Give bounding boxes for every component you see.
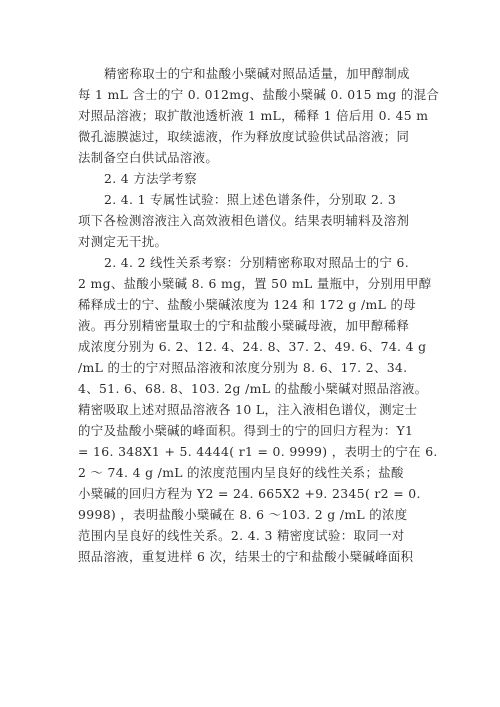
text-line: 对测定无干扰。 — [78, 234, 168, 249]
text-line: 对照品溶液；取扩散池透析液 1 mL，稀释 1 倍后用 0. 45 m — [78, 108, 429, 123]
text-line: = 16. 348X1 + 5. 4444( r1 = 0. 9999) ，表明士的宁在 6. — [78, 444, 438, 459]
body-text — [78, 63, 440, 567]
text-line: 照品溶液，重复进样 6 次，结果士的宁和盐酸小檗碱峰面积 — [78, 549, 414, 564]
text-line: 的宁及盐酸小檗碱的峰面积。得到士的宁的回归方程为：Y1 — [78, 423, 414, 438]
text-line: 精密吸取上述对照品溶液各 10 L，注入液相色谱仪，测定士 — [78, 402, 418, 417]
text-line: 微孔滤膜滤过，取续滤液，作为释放度试验供试品溶液；同 — [78, 129, 410, 144]
section-heading: 2. 4 方法学考察 — [104, 171, 198, 186]
text-line: /mL 的士的宁对照品溶液和浓度分别为 8. 6、17. 2、34. — [78, 360, 408, 375]
text-line: 项下各检测溶液注入高效液相色谱仪。结果表明辅料及溶剂 — [78, 213, 410, 228]
text-line: 液。再分别精密量取士的宁和盐酸小檗碱母液，加甲醇稀释 — [78, 318, 410, 333]
text-line: 4、51. 6、68. 8、103. 2g /mL 的盐酸小檗碱对照品溶液。 — [78, 381, 428, 396]
text-line: 2 ～ 74. 4 g /mL 的浓度范围内呈良好的线性关系；盐酸 — [78, 465, 404, 480]
text-line: 小檗碱的回归方程为 Y2 = 24. 665X2 +9. 2345( r2 = 0. — [78, 486, 421, 501]
text-line: 每 1 mL 含士的宁 0. 012mg、盐酸小檗碱 0. 015 mg 的混合 — [78, 87, 440, 102]
text-line: 2. 4. 2 线性关系考察：分别精密称取对照品士的宁 6. — [104, 255, 410, 270]
text-line: 范围内呈良好的线性关系。2. 4. 3 精密度试验：取同一对 — [78, 528, 405, 543]
text-line: 2. 4. 1 专属性试验：照上述色谱条件，分别取 2. 3 — [104, 192, 397, 207]
text-line: 2 mg、盐酸小檗碱 8. 6 mg，置 50 mL 量瓶中，分别用甲醇 — [78, 276, 432, 291]
text-line: 9998) ，表明盐酸小檗碱在 8. 6 ～103. 2 g /mL 的浓度 — [78, 507, 408, 522]
text-line: 精密称取士的宁和盐酸小檗碱对照品适量，加甲醇制成 — [104, 66, 410, 81]
text-line: 稀释成士的宁、盐酸小檗碱浓度为 124 和 172 g /mL 的母 — [78, 297, 416, 312]
text-line: 成浓度分别为 6. 2、12. 4、24. 8、37. 2、49. 6、74. 4 g — [78, 339, 427, 354]
text-line: 法制备空白供试品溶液。 — [78, 150, 219, 165]
